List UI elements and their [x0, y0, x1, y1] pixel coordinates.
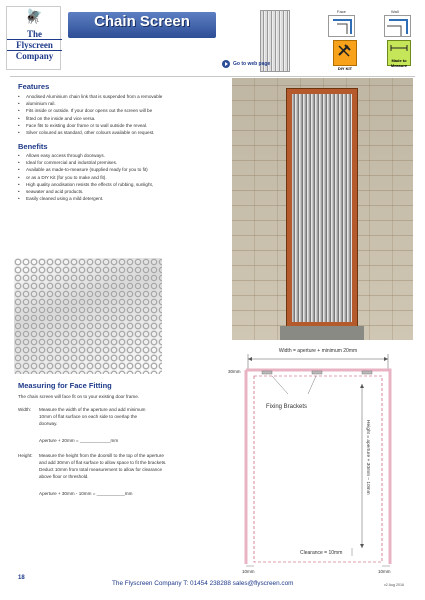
width-line-2: 10mm of flat surface on each side to overlap the — [39, 414, 138, 419]
fixing-brackets-text: Fixing Brackets — [266, 404, 308, 410]
footer-contact: The Flyscreen Company T: 01454 238288 sales@flyscreen.com — [112, 580, 294, 587]
list-item: • or as a DIY Kit (for you to make and fit). — [18, 174, 228, 181]
height-line-3: Deduct 10mm from total measurement to allow for clearance — [39, 467, 163, 472]
logo-line-1: The — [26, 29, 42, 39]
measuring-heading: Measuring for Face Fitting — [18, 381, 112, 390]
page-number: 18 — [18, 575, 25, 581]
go-to-web-page-label: Go to web page — [233, 61, 271, 67]
clearance-text: Clearance = 10mm — [300, 550, 343, 556]
door-photo — [232, 78, 413, 340]
list-item: • High quality anodisation resists the effects of rubbing, sunlight, — [18, 181, 228, 188]
height-line-2: and add 30mm of flat surface to allow space to fit the brackets. — [39, 460, 167, 465]
width-line-3: doorway. — [39, 421, 58, 426]
list-item: • Silver coloured as standard, other colours available on request. — [18, 129, 228, 136]
list-item: • Available as made-to-measure (supplied ready for you to fit) — [18, 166, 228, 173]
diy-kit-icon — [333, 40, 357, 66]
features-list — [18, 93, 228, 136]
list-item: • seawater and acid products. — [18, 188, 228, 195]
footer-version: v2 Aug 2016 — [384, 583, 404, 587]
diy-kit-label: DIY KIT — [337, 66, 353, 71]
benefits-heading: Benefits — [18, 142, 48, 151]
chain-curtain — [292, 94, 352, 322]
logo-line-3: Company — [15, 51, 54, 61]
face-label: Face — [337, 9, 346, 14]
list-item: • fitted on the inside and vice versa. — [18, 115, 228, 122]
width-formula: Aperture + 20mm = ____________mm — [39, 438, 119, 443]
list-item: • Fits inside or outside. If your door opens out the screen will be — [18, 107, 228, 114]
play-icon — [222, 60, 230, 68]
measurement-diagram — [228, 344, 418, 574]
height-formula: Aperture + 30mm - 10mm = ___________mm — [39, 491, 133, 496]
list-item: • Face fits to existing door frame or to wall outside the reveal. — [18, 122, 228, 129]
features-heading: Features — [18, 82, 50, 91]
divider — [10, 76, 415, 77]
top-margin-text: 30mm — [228, 369, 241, 374]
height-line-4: above floor or threshold. — [39, 474, 89, 479]
face-fit-icon — [328, 15, 355, 37]
wall-label: Wall — [391, 9, 399, 14]
height-line-1: Measure the height from the doorsill to the top of the aperture — [39, 453, 164, 458]
width-line-1: Measure the width of the aperture and add minimum — [39, 407, 146, 412]
width-label: Width: — [18, 407, 32, 412]
list-item: • Ideal for commercial and industrial premises. — [18, 159, 228, 166]
fly-icon: 🪰 — [25, 8, 43, 24]
height-text: Height = aperture + 30mm – 10mm — [365, 420, 370, 495]
door-step — [280, 326, 364, 340]
measuring-intro: The chain screen will face fit on to your existing door frame. — [18, 394, 140, 399]
list-item: • aluminium rail. — [18, 100, 228, 107]
left-margin-text: 10mm — [242, 569, 255, 574]
chain-closeup-photo — [14, 258, 162, 374]
made-to-measure-label: Made to Measure — [390, 58, 408, 68]
go-to-web-page-link[interactable] — [222, 60, 270, 68]
logo-line-2: Flyscreen — [7, 39, 62, 51]
benefits-list — [18, 152, 228, 202]
height-label: Height: — [18, 453, 33, 458]
page-title: Chain Screen — [94, 13, 190, 30]
wall-fit-icon — [384, 15, 411, 37]
list-item: • Anodised Aluminium chain link that is suspended from a removable — [18, 93, 228, 100]
width-text: Width = aperture + minimum 20mm — [278, 348, 358, 354]
company-logo — [6, 6, 61, 70]
list-item: • Easily cleaned using a mild detergent. — [18, 195, 228, 202]
list-item: • Allows easy access through doorways. — [18, 152, 228, 159]
right-margin-text: 10mm — [378, 569, 391, 574]
